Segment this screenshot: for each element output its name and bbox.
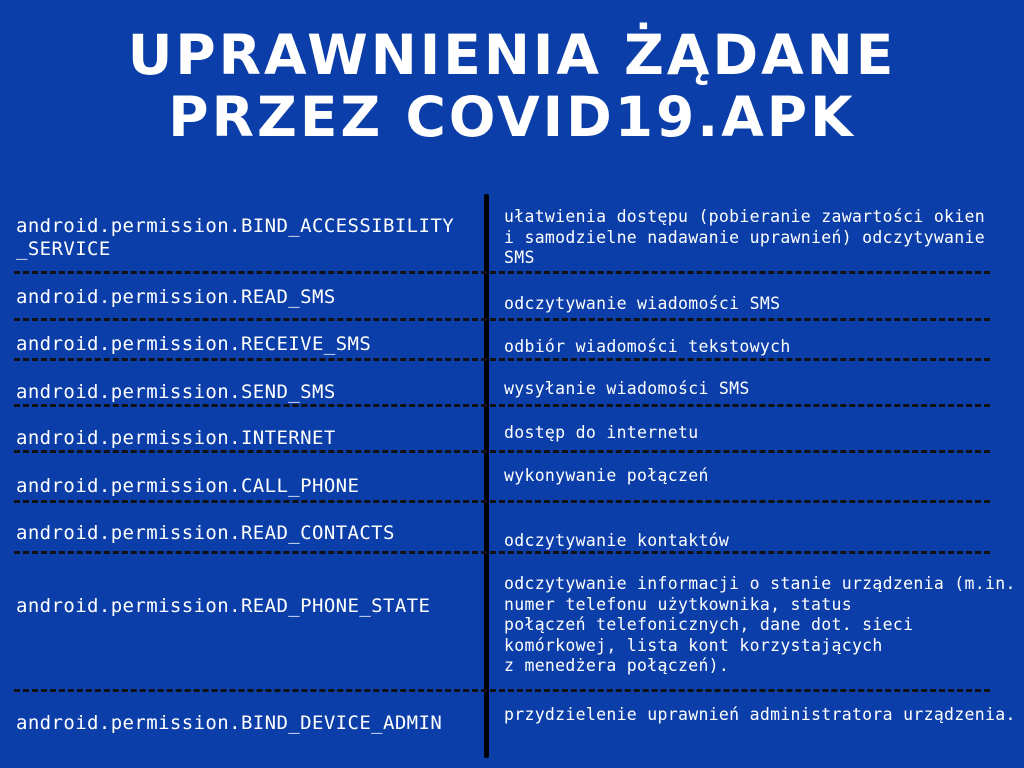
- row-separator: [14, 358, 990, 361]
- row-separator: [14, 450, 990, 453]
- permission-name: android.permission.INTERNET: [16, 427, 336, 449]
- permission-description: wysyłanie wiadomości SMS: [504, 379, 750, 398]
- permission-description: odczytywanie kontaktów: [504, 531, 730, 550]
- page-title: [0, 24, 1024, 148]
- permission-description: odbiór wiadomości tekstowych: [504, 337, 791, 356]
- permission-name: android.permission.READ_PHONE_STATE: [16, 595, 431, 617]
- title-line-2: PRZEZ COVID19.APK: [168, 85, 856, 149]
- permission-name: android.permission.SEND_SMS: [16, 381, 336, 403]
- permission-description: odczytywanie informacji o stanie urządzenia (m.in. numer telefonu użytkownika, status połączeń telefonicznych, dane dot. sieci komórkowej, lista kont korzystających z menedżera połączeń).: [504, 574, 1016, 675]
- row-separator: [14, 271, 990, 274]
- title-line-1: UPRAWNIENIA ŻĄDANE: [127, 23, 897, 87]
- permission-description: przydzielenie uprawnień administratora urządzenia.: [504, 705, 1016, 724]
- permission-description: dostęp do internetu: [504, 423, 699, 442]
- permission-description: ułatwienia dostępu (pobieranie zawartości okien i samodzielne nadawanie uprawnień) odczytywanie SMS: [504, 207, 985, 267]
- permission-name: android.permission.READ_CONTACTS: [16, 522, 395, 544]
- permission-name: android.permission.CALL_PHONE: [16, 475, 360, 497]
- permission-name: android.permission.RECEIVE_SMS: [16, 333, 372, 355]
- row-separator: [14, 404, 990, 407]
- permission-name: android.permission.READ_SMS: [16, 286, 336, 308]
- row-separator: [14, 500, 990, 503]
- permission-name: android.permission.BIND_ACCESSIBILITY _SERVICE: [16, 215, 455, 260]
- row-separator: [14, 318, 990, 321]
- permission-name: android.permission.BIND_DEVICE_ADMIN: [16, 712, 443, 734]
- column-divider: [484, 194, 489, 758]
- permission-description: odczytywanie wiadomości SMS: [504, 294, 781, 313]
- row-separator: [14, 689, 990, 692]
- permission-description: wykonywanie połączeń: [504, 466, 709, 485]
